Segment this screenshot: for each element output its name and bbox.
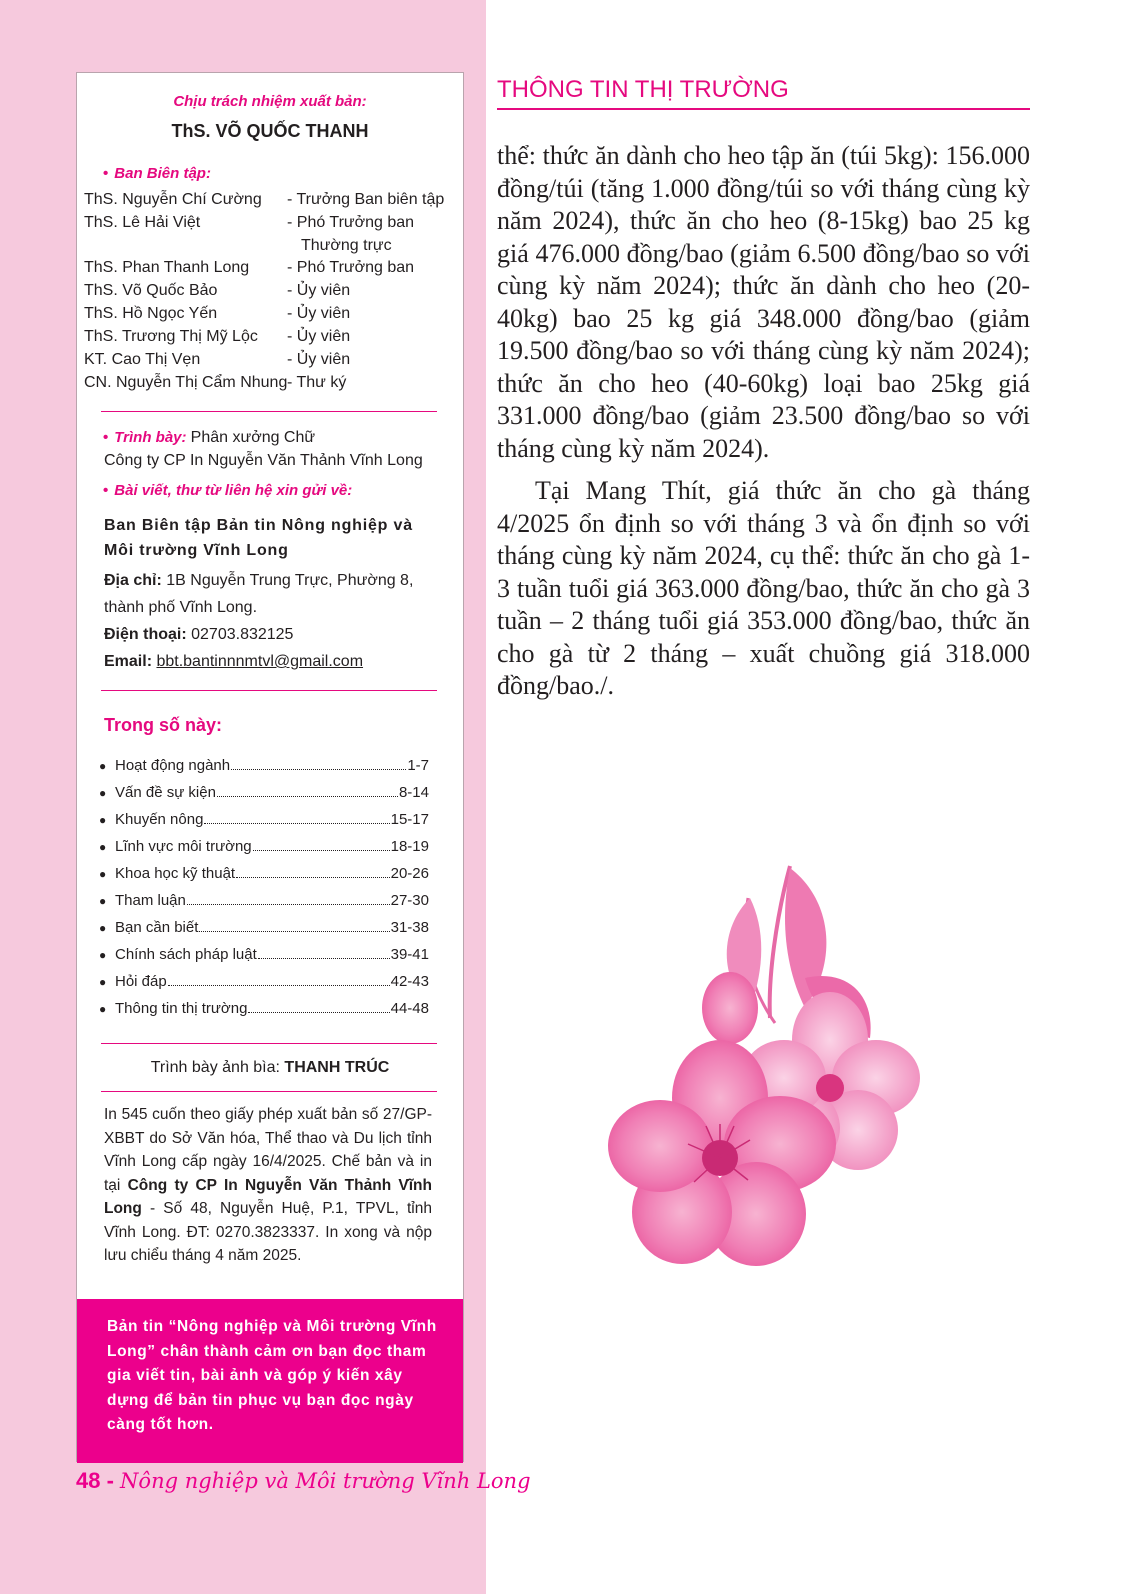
phone-label: Điện thoại:	[104, 626, 187, 643]
toc-label: Hoạt động ngành	[115, 757, 231, 774]
dot-leader	[231, 769, 406, 770]
divider	[101, 411, 437, 412]
bullet-icon: ●	[99, 786, 107, 800]
toc-item[interactable]	[99, 757, 429, 784]
dot-leader	[199, 931, 389, 932]
bullet-icon: •	[103, 165, 109, 182]
address	[104, 572, 413, 590]
toc-label: Hỏi đáp	[115, 973, 167, 990]
member-role: - Ủy viên	[287, 305, 351, 322]
member-role: - Phó Trưởng ban	[287, 259, 415, 276]
layout-credit	[103, 429, 315, 447]
toc-label: Bạn cần biết	[115, 919, 199, 936]
board-heading	[103, 165, 211, 182]
dot-leader	[258, 958, 390, 959]
bullet-icon: ●	[99, 813, 107, 827]
section-title: THÔNG TIN THỊ TRƯỜNG	[497, 76, 789, 103]
toc-pages: 39-41	[390, 946, 429, 963]
layout-company: Công ty CP In Nguyễn Văn Thảnh Vĩnh Long	[104, 452, 423, 469]
board-member	[84, 351, 464, 374]
toc-label: Thông tin thị trường	[115, 1000, 248, 1017]
member-role: - Ủy viên	[287, 351, 351, 368]
print-info	[104, 1103, 432, 1268]
member-role: Thường trực	[301, 237, 392, 254]
board-member	[84, 328, 464, 351]
contact-heading	[103, 482, 352, 499]
dot-leader	[217, 796, 398, 797]
member-role: - Ủy viên	[287, 282, 351, 299]
member-name: KT. Cao Thị Vẹn	[84, 351, 201, 368]
toc-item[interactable]	[99, 946, 429, 973]
board-member	[84, 282, 464, 305]
toc-item[interactable]	[99, 1000, 429, 1027]
address-line2: thành phố Vĩnh Long.	[104, 599, 258, 616]
address-label: Địa chỉ:	[104, 572, 162, 589]
member-role: - Thư ký	[287, 374, 347, 391]
toc-item[interactable]	[99, 865, 429, 892]
email-label: Email:	[104, 653, 153, 670]
toc-label: Chính sách pháp luật	[115, 946, 257, 963]
bullet-icon: •	[103, 482, 109, 499]
divider	[101, 1091, 437, 1092]
article-paragraph: thể: thức ăn dành cho heo tập ăn (túi 5kg): 156.000 đồng/túi (tăng 1.000 đồng/túi so với tháng cùng kỳ năm 2024), thức ăn cho heo (8-15kg) bao 25 kg giá 476.000 đồng/bao (giảm 6.500 đồng/bao so với cùng kỳ năm 2024); thức ăn dành cho heo (20-40kg) bao 25 kg giá 348.000 đồng/bao (giảm 19.500 đồng/bao so với tháng cùng kỳ năm 2024); thức ăn cho heo (40-60kg) loại bao 25kg giá 331.000 đồng/bao (giảm 23.500 đồng/bao so với tháng cùng kỳ năm 2024).	[497, 141, 1030, 463]
responsible-name: ThS. VÕ QUỐC THANH	[171, 121, 369, 141]
toc-pages: 18-19	[390, 838, 429, 855]
print-info-text-2: - Số 48, Nguyễn Huệ, P.1, TPVL, tỉnh Vĩnh Long. ĐT: 0270.3823337. In xong và nộp lưu chiểu tháng 4 năm 2025.	[104, 1200, 432, 1264]
toc-pages: 42-43	[390, 973, 429, 990]
toc-label: Khoa học kỹ thuật	[115, 865, 236, 882]
email-link[interactable]: bbt.bantinnnmtvl@gmail.com	[156, 653, 364, 670]
bullet-icon: ●	[99, 867, 107, 881]
toc-pages: 31-38	[390, 919, 429, 936]
dot-leader	[204, 823, 389, 824]
address-value: 1B Nguyễn Trung Trực, Phường 8,	[166, 572, 414, 589]
contact-org-line2: Môi trường Vĩnh Long	[104, 542, 289, 559]
toc-item[interactable]	[99, 784, 429, 811]
toc-label: Khuyến nông	[115, 811, 204, 828]
dot-leader	[236, 877, 390, 878]
toc-pages: 44-48	[390, 1000, 429, 1017]
dot-leader	[248, 1012, 389, 1013]
page-number: 48 -	[76, 1468, 114, 1493]
magazine-name: Nông nghiệp và Môi trường Vĩnh Long	[120, 1469, 531, 1493]
toc-item[interactable]	[99, 838, 429, 865]
member-name: ThS. Lê Hải Việt	[84, 214, 201, 231]
divider	[101, 1043, 437, 1044]
bullet-icon: •	[103, 429, 109, 446]
dot-leader	[168, 985, 390, 986]
toc-label: Lĩnh vực môi trường	[115, 838, 252, 855]
section-rule	[497, 108, 1030, 110]
toc-item[interactable]	[99, 892, 429, 919]
editorial-board-list	[84, 191, 464, 397]
board-heading-text: Ban Biên tập:	[114, 165, 211, 182]
responsible-label: Chịu trách nhiệm xuất bản:	[173, 93, 367, 110]
layout-label: Trình bày:	[114, 429, 187, 446]
board-member	[84, 237, 464, 259]
toc-item[interactable]	[99, 973, 429, 1000]
article-body	[497, 140, 1030, 703]
member-name: ThS. Võ Quốc Bảo	[84, 282, 218, 299]
cover-credit-name: THANH TRÚC	[284, 1059, 390, 1076]
email	[104, 653, 363, 671]
bullet-icon: ●	[99, 894, 107, 908]
board-member	[84, 305, 464, 328]
bullet-icon: ●	[99, 759, 107, 773]
toc-label: Vấn đề sự kiện	[115, 784, 216, 801]
page-footer	[76, 1468, 531, 1494]
peach-blossom-image	[600, 858, 960, 1290]
masthead-box	[76, 72, 464, 1462]
toc-item[interactable]	[99, 811, 429, 838]
bullet-icon: ●	[99, 921, 107, 935]
toc-item[interactable]	[99, 919, 429, 946]
contact-org-line1: Ban Biên tập Bản tin Nông nghiệp và	[104, 517, 413, 534]
member-name: ThS. Trương Thị Mỹ Lộc	[84, 328, 258, 345]
layout-value: Phân xưởng Chữ	[190, 429, 316, 446]
thanks-box: Bản tin “Nông nghiệp và Môi trường Vĩnh Long” chân thành cảm ơn bạn đọc tham gia viết tin, bài ảnh và góp ý kiến xây dựng để bản tin phục vụ bạn đọc ngày càng tốt hơn.	[77, 1299, 463, 1463]
toc-pages: 15-17	[390, 811, 429, 828]
member-name: ThS. Nguyễn Chí Cường	[84, 191, 262, 208]
member-name: CN. Nguyễn Thị Cẩm Nhung	[84, 374, 288, 391]
toc-pages: 27-30	[390, 892, 429, 909]
bullet-icon: ●	[99, 975, 107, 989]
member-role: - Ủy viên	[287, 328, 351, 345]
cover-credit	[77, 1059, 463, 1077]
dot-leader	[187, 904, 390, 905]
member-role: - Phó Trưởng ban	[287, 214, 415, 231]
article-paragraph: Tại Mang Thít, giá thức ăn cho gà tháng 4/2025 ổn định so với tháng 3 và ổn định so với tháng cùng kỳ năm 2024, cụ thể: thức ăn cho gà 1-3 tuần tuổi giá 363.000 đồng/bao, thức ăn cho gà 3 tuần – 2 tháng tuổi giá 353.000 đồng/bao, thức ăn cho gà từ 2 tháng – xuất chuồng giá 318.000 đồng/bao./.	[497, 476, 1030, 700]
phone-value: 02703.832125	[191, 626, 294, 643]
table-of-contents	[99, 757, 429, 1027]
member-role: - Trưởng Ban biên tập	[287, 191, 445, 208]
toc-pages: 1-7	[407, 757, 429, 774]
divider	[101, 690, 437, 691]
board-member	[84, 191, 464, 214]
toc-pages: 8-14	[398, 784, 429, 801]
cover-credit-label: Trình bày ảnh bìa:	[150, 1059, 280, 1076]
contact-heading-text: Bài viết, thư từ liên hệ xin gửi về:	[114, 482, 353, 499]
bullet-icon: ●	[99, 840, 107, 854]
print-info-text: In 545 cuốn theo giấy phép xuất bản số 27/GP-XBBT do Sở Văn hóa, Thể thao và Du lịch tỉnh Vĩnh Long cấp ngày 16/4/2025. Chế bản và in tại	[104, 1106, 432, 1194]
member-name: ThS. Hồ Ngọc Yến	[84, 305, 218, 322]
board-member	[84, 374, 464, 397]
board-member	[84, 259, 464, 282]
dot-leader	[253, 850, 390, 851]
toc-title: Trong số này:	[104, 715, 223, 735]
member-name: ThS. Phan Thanh Long	[84, 259, 250, 276]
bullet-icon: ●	[99, 948, 107, 962]
toc-pages: 20-26	[390, 865, 429, 882]
phone	[104, 626, 293, 644]
board-member	[84, 214, 464, 237]
bullet-icon: ●	[99, 1002, 107, 1016]
toc-label: Tham luận	[115, 892, 186, 909]
printer-name: Công ty CP In Nguyễn Văn Thảnh Vĩnh Long	[104, 1176, 432, 1217]
